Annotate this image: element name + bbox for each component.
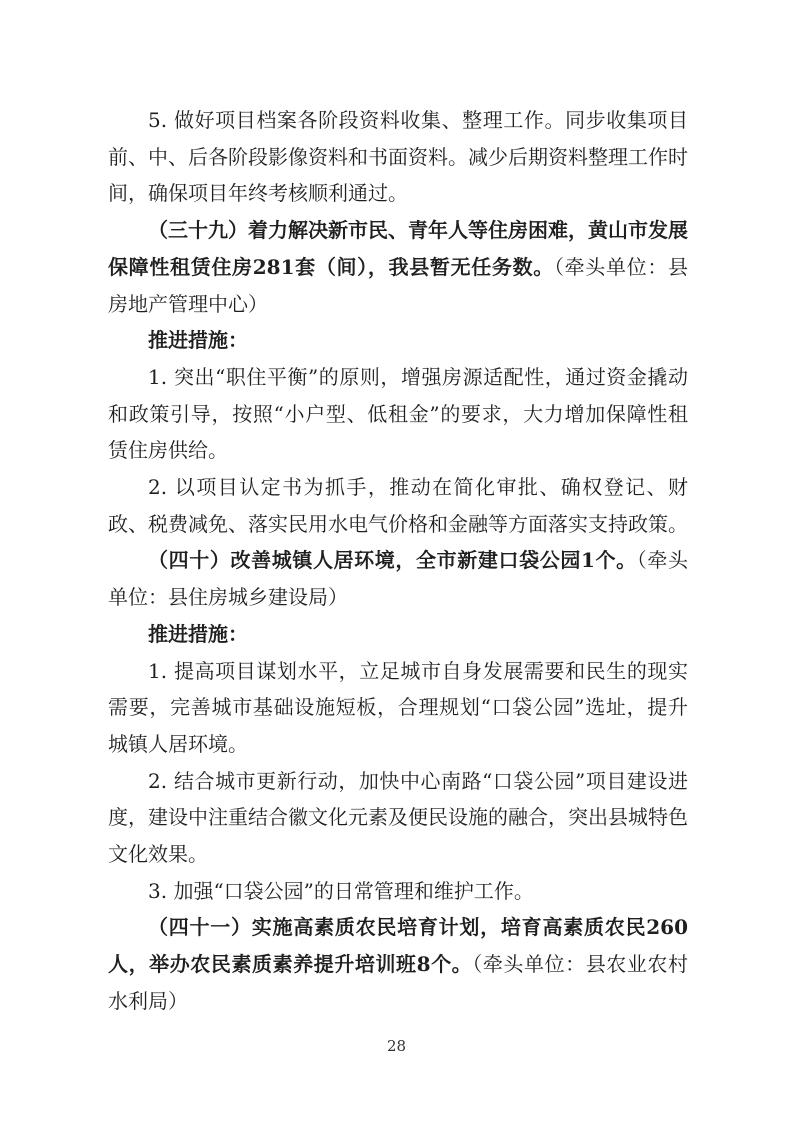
task-40-lead-unit: （牵头单位：县住房城乡建设局） <box>108 548 689 610</box>
measure-39-2: 2. 以项目认定书为抓手，推动在简化审批、确权登记、财政、税费减免、落实民用水电气价格和金融等方面落实支持政策。 <box>108 475 688 536</box>
measure-40-2: 2. 结合城市更新行动，加快中心南路“口袋公园”项目建设进度，建设中注重结合徽文化元素及便民设施的融合，突出县城特色文化效果。 <box>108 768 688 867</box>
paragraph-item-5: 5. 做好项目档案各阶段资料收集、整理工作。同步收集项目前、中、后各阶段影像资料和书面资料。减少后期资料整理工作时间，确保项目年终考核顺利通过。 <box>108 108 688 206</box>
task-39-title: （三十九）着力解决新市民、青年人等住房困难，黄山市发展保障性租赁住房281套（间），我县暂无任务数。 <box>108 218 688 279</box>
task-41-lead-unit: （牵头单位：县农业农村水利局） <box>108 952 689 1013</box>
measures-heading-39: 推进措施： <box>148 328 248 353</box>
task-39 <box>108 212 688 322</box>
task-39-lead-unit: （牵头单位：县房地产管理中心） <box>108 254 689 316</box>
task-41-title: （四十一）实施高素质农民培育计划，培育高素质农民260人，举办农民素质素养提升培训班8个。 <box>108 915 688 977</box>
page-number: 28 <box>386 1037 407 1055</box>
measure-40-3: 3. 加强“口袋公园”的日常管理和维护工作。 <box>148 878 534 903</box>
measures-heading-40: 推进措施： <box>148 621 248 646</box>
task-41 <box>108 909 688 1019</box>
task-40 <box>108 542 688 615</box>
task-40-title: （四十）改善城镇人居环境，全市新建口袋公园1个。 <box>148 548 637 573</box>
document-body <box>108 102 688 1020</box>
measure-39-1: 1. 突出“职住平衡”的原则，增强房源适配性，通过资金撬动和政策引导，按照“小户型、低租金”的要求，大力增加保障性租赁住房供给。 <box>108 364 688 463</box>
measure-40-1: 1. 提高项目谋划水平，立足城市自身发展需要和民生的现实需要，完善城市基础设施短板，合理规划“口袋公园”选址，提升城镇人居环境。 <box>108 658 688 756</box>
